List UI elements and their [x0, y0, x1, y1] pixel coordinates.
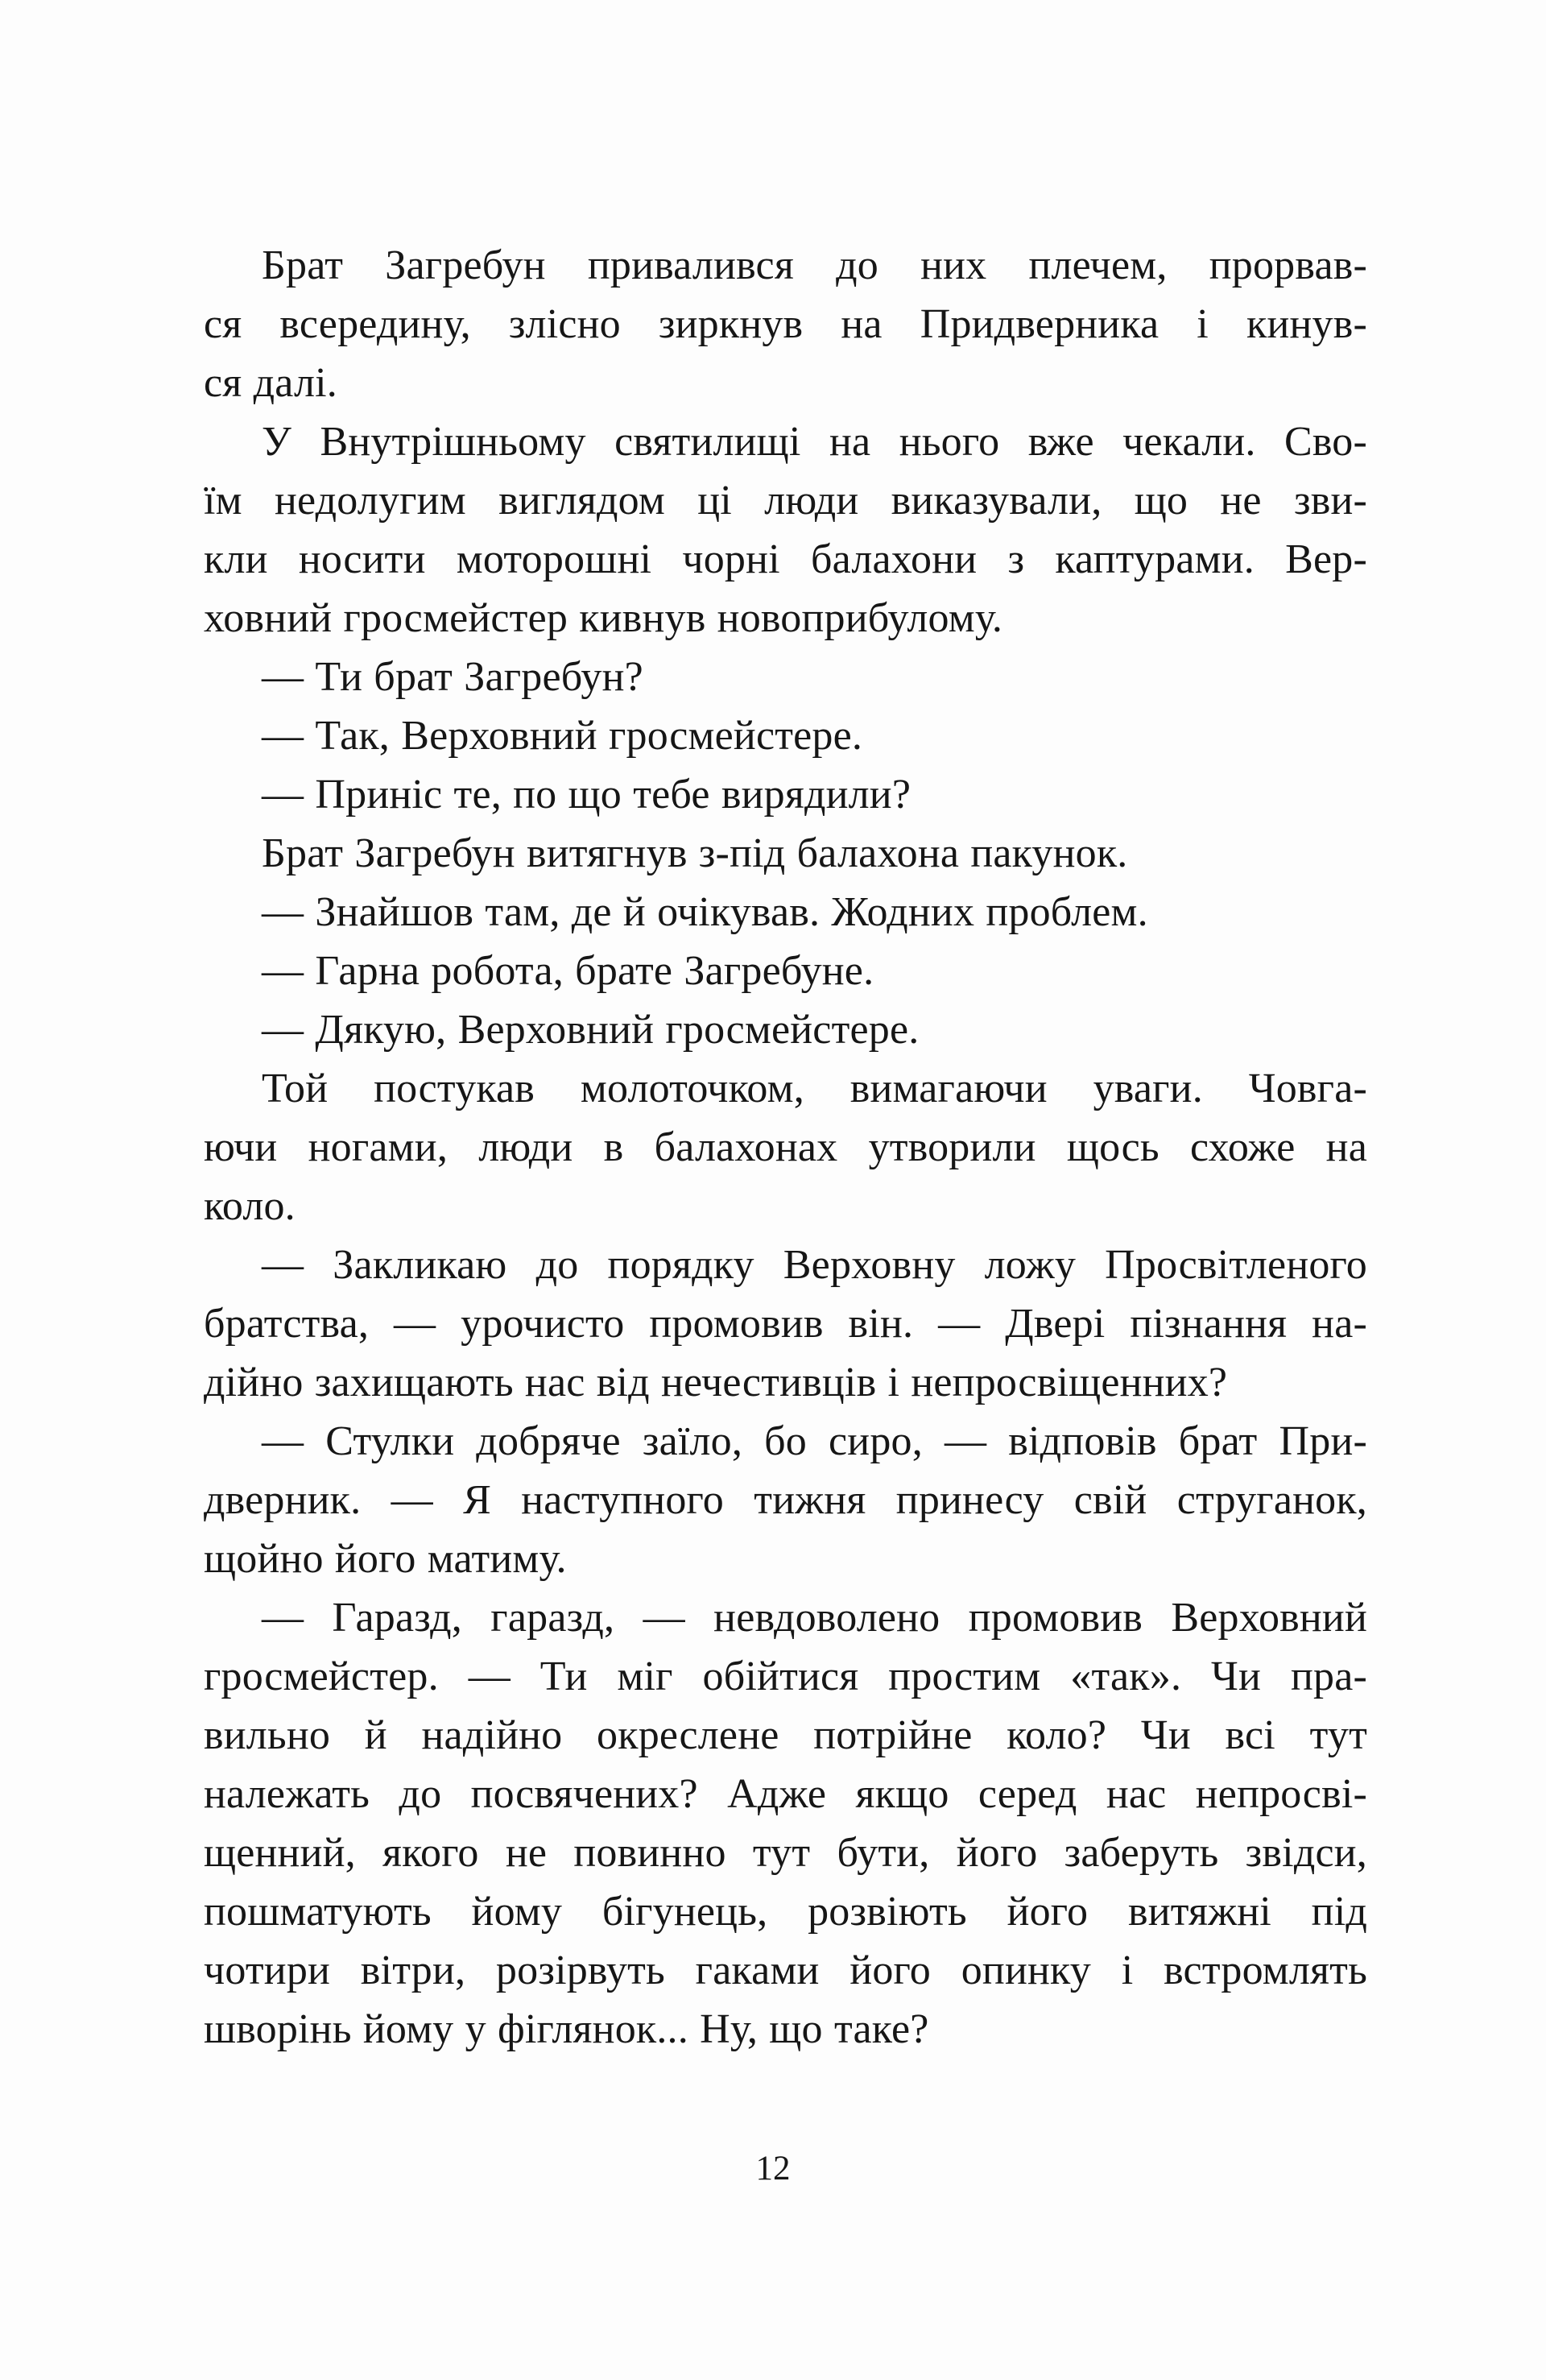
text-line: ховний гросмейстер кивнув новоприбулому. — [204, 595, 1003, 641]
text-line: дійно захищають нас від нечестивців і непросвіщенних? — [204, 1360, 1228, 1405]
text-line: — Дякую, Верховний гросмейстере. — [262, 1007, 920, 1053]
paragraph — [204, 1059, 1367, 1236]
paragraph — [204, 236, 1367, 412]
paragraph — [204, 1236, 1367, 1412]
text-line: їм недолугим виглядом ці люди виказували, що не зви- — [204, 478, 1367, 524]
text-line: належать до посвячених? Адже якщо серед нас непросві- — [204, 1771, 1367, 1817]
text-line: У Внутрішньому святилищі на нього вже чекали. Сво- — [262, 419, 1367, 465]
text-line: гросмейстер. — Ти міг обійтися простим «так». Чи пра- — [204, 1654, 1367, 1699]
text-line: — Знайшов там, де й очікував. Жодних проблем. — [262, 889, 1148, 935]
paragraph — [204, 706, 1367, 765]
paragraph — [204, 412, 1367, 648]
text-line: пошматують йому бігунець, розвіють його витяжні під — [204, 1889, 1367, 1935]
text-line: — Так, Верховний гросмейстере. — [262, 713, 863, 759]
paragraph — [204, 765, 1367, 824]
text-line: ся далі. — [204, 360, 337, 406]
text-line: ючи ногами, люди в балахонах утворили щось схоже на — [204, 1124, 1367, 1170]
text-line: братства, — урочисто промовив він. — Двері пізнання на- — [204, 1301, 1367, 1347]
text-line: коло. — [204, 1183, 296, 1229]
text-line: чотири вітри, розірвуть гаками його опинку і встромлять — [204, 1947, 1367, 1993]
text-line: дверник. — Я наступного тижня принесу свій струганок, — [204, 1477, 1367, 1523]
paragraph — [204, 883, 1367, 942]
paragraph — [204, 942, 1367, 1000]
text-line: — Ти брат Загребун? — [262, 654, 643, 700]
text-line: кли носити моторошні чорні балахони з каптурами. Вер- — [204, 536, 1367, 582]
paragraph — [204, 1588, 1367, 2059]
paragraph — [204, 1412, 1367, 1588]
text-line: шворінь йому у фіглянок... Ну, що таке? — [204, 2006, 929, 2052]
text-line: — Гаразд, гаразд, — невдоволено промовив Верховний — [262, 1595, 1367, 1641]
paragraph — [204, 824, 1367, 883]
page-number: 12 — [755, 2150, 791, 2188]
text-line: щенний, якого не повинно тут бути, його заберуть звідси, — [204, 1830, 1367, 1876]
text-line: Брат Загребун витягнув з-під балахона пакунок. — [262, 830, 1128, 876]
text-line: Той постукав молоточком, вимагаючи уваги. Човга- — [262, 1066, 1367, 1111]
text-line: — Приніс те, по що тебе вирядили? — [262, 772, 911, 817]
text-line: Брат Загребун привалився до них плечем, прорвав- — [262, 242, 1367, 288]
text-line: — Закликаю до порядку Верховну ложу Просвітленого — [262, 1242, 1367, 1288]
text-line: — Стулки добряче заїло, бо сиро, — відповів брат При- — [262, 1418, 1367, 1464]
text-line: щойно його матиму. — [204, 1536, 567, 1582]
page-text — [204, 236, 1367, 2059]
paragraph — [204, 1000, 1367, 1059]
text-line: — Гарна робота, брате Загребуне. — [262, 948, 874, 994]
text-line: вильно й надійно окреслене потрійне коло? Чи всі тут — [204, 1712, 1367, 1758]
text-line: ся всередину, злісно зиркнув на Придверника і кинув- — [204, 301, 1367, 347]
paragraph — [204, 648, 1367, 706]
